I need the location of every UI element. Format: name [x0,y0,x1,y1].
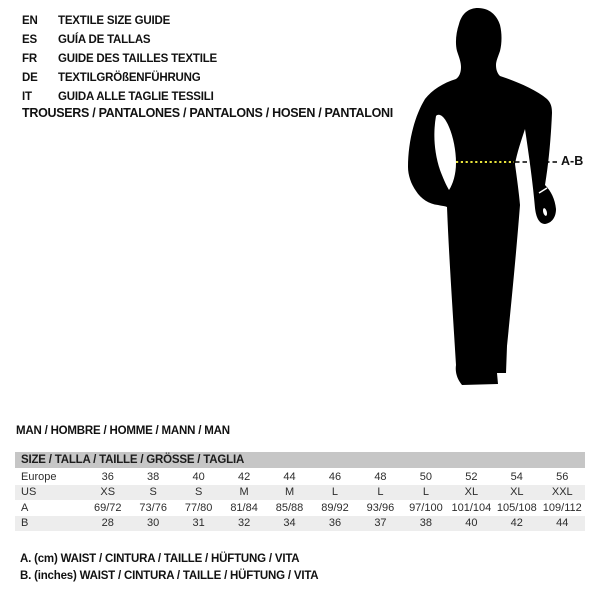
language-code: IT [22,91,32,103]
size-table-grid [15,469,585,531]
size-cell: 109/112 [542,501,582,514]
size-cell: 97/100 [409,501,443,514]
size-cell: L [377,486,384,499]
size-cell: 56 [556,470,569,483]
gender-heading: MAN / HOMBRE / HOMME / MANN / MAN [16,425,230,437]
size-cell: 52 [465,470,478,483]
footnotes [20,551,318,584]
size-cell: 85/88 [275,501,304,514]
language-label: TEXTILE SIZE GUIDE [58,15,171,27]
row-label: Europe [21,470,57,483]
row-label: B [21,517,29,530]
size-cell: 37 [374,517,387,530]
size-cell: 36 [101,470,114,483]
size-table [15,452,585,531]
size-cell: 50 [419,470,433,483]
size-cell: 38 [419,517,433,530]
size-cell: XL [464,486,479,499]
size-cell: 32 [237,517,251,530]
size-cell: S [149,486,157,499]
size-cell: L [422,486,429,499]
size-cell: XS [100,486,116,499]
footnote-a: A. (cm) WAIST / CINTURA / TAILLE / HÜFTUNG / VITA [20,553,300,565]
size-cell: 54 [510,470,523,483]
size-cell: 101/104 [451,501,492,514]
size-cell: M [284,486,295,499]
size-cell: 73/76 [139,501,167,514]
table-row-europe [15,469,585,485]
size-cell: 40 [192,470,205,483]
language-label: TEXTILGRÖßENFÜHRUNG [58,72,201,84]
language-label: GUIDE DES TAILLES TEXTILE [58,53,217,65]
row-label: US [21,486,37,499]
size-cell: 48 [374,470,387,483]
size-cell: 89/92 [321,501,349,514]
size-cell: 34 [283,517,296,530]
silhouette-body [408,8,556,385]
language-code: DE [22,72,38,84]
language-code: ES [22,34,37,46]
size-cell: L [331,486,339,499]
row-label: A [21,501,29,514]
size-cell: 40 [465,517,478,530]
size-cell: 36 [328,517,342,530]
language-code: EN [22,15,38,27]
table-row-us [15,485,585,501]
size-cell: 42 [510,517,523,530]
size-cell: 44 [556,517,569,530]
size-cell: S [194,486,203,499]
size-cell: 93/96 [366,501,395,514]
size-cell: 38 [147,470,160,483]
garment-heading: TROUSERS / PANTALONES / PANTALONS / HOSEN / PANTALONI [22,106,393,120]
size-cell: XXL [551,486,573,499]
language-label: GUIDA ALLE TAGLIE TESSILI [58,91,214,103]
size-cell: 30 [147,517,160,530]
table-row-a-cm [15,500,585,516]
measure-label: A-B [561,154,584,168]
size-cell: XL [510,486,524,499]
size-cell: 81/84 [230,501,258,514]
size-cell: 44 [283,470,296,483]
size-cell: 77/80 [184,501,213,514]
footnote-b: B. (inches) WAIST / CINTURA / TAILLE / HÜFTUNG / VITA [20,569,319,582]
table-row-b-inches [15,516,585,532]
size-cell: M [239,486,249,499]
language-label: GUÍA DE TALLAS [58,34,151,46]
size-cell: 42 [237,470,251,483]
size-cell: 28 [101,517,114,530]
size-cell: 69/72 [93,501,122,514]
size-cell: 105/108 [496,501,537,514]
size-cell: 31 [192,517,205,530]
table-header-bar: SIZE / TALLA / TAILLE / GRÖSSE / TAGLIA [15,452,585,468]
language-code: FR [22,53,37,65]
size-cell: 46 [328,470,342,483]
